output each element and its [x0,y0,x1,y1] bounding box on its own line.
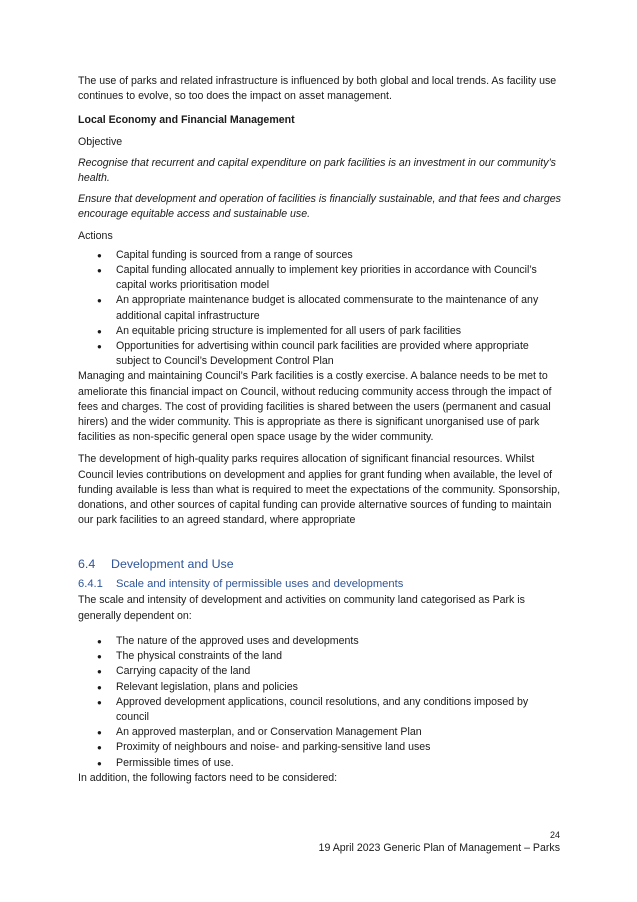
local-economy-heading: Local Economy and Financial Management [78,114,295,127]
list-item: ● Opportunities for advertising within council park facilities are provided where appropriate subject to Council’s Development Control Plan [78,339,562,369]
footer-text: 19 April 2023 Generic Plan of Management – Parks [318,842,560,854]
objective-text: Recognise that recurrent and capital expenditure on park facilities is an investment in our community’s health. [78,156,556,185]
list-item: ● Capital funding allocated annually to implement key priorities in accordance with Council’s capital works prioritisation model [78,263,562,293]
list-item: ● Carrying capacity of the land [78,664,562,679]
factors-list [78,634,562,771]
section-title: Development and Use [111,557,234,572]
subsection-heading [78,577,562,592]
subsection-number: 6.4.1 [78,578,103,591]
section-lead-paragraph: The scale and intensity of development and activities on community land categorised as Park is generally dependent on: [78,594,525,622]
body-paragraph: Managing and maintaining Council’s Park facilities is a costly exercise. A balance needs to be met to ameliorate this financial impact on Council, without reducing community access through the impact of fees and charges. The cost of providing facilities is shared between the users (permanent and casual hirers) and the wider community. This is appropriate as there is significant unorganised use of park facilities as non-specific general open space usage by the wider community. [78,370,552,444]
document-page [78,74,562,786]
page-footer [319,829,560,855]
section-heading [78,556,562,572]
list-item: ● Proximity of neighbours and noise- and parking-sensitive land uses [78,740,562,755]
list-item: ● An equitable pricing structure is implemented for all users of park facilities [78,324,562,339]
list-item: ● An appropriate maintenance budget is allocated commensurate to the maintenance of any additional capital infrastructure [78,293,562,323]
intro-paragraph: The use of parks and related infrastructure is influenced by both global and local trends. As facility use continues to evolve, so too does the impact on asset management. [78,75,557,103]
section-number: 6.4 [78,557,96,572]
list-item: ● Capital funding is sourced from a range of sources [78,248,562,263]
list-item: ● The physical constraints of the land [78,649,562,664]
closing-paragraph: In addition, the following factors need to be considered: [78,771,338,784]
objective-text: Ensure that development and operation of facilities is financially sustainable, and that fees and charges encourage equitable access and sustainable use. [78,193,561,221]
actions-label: Actions [78,229,113,242]
list-item: ● An approved masterplan, and or Conservation Management Plan [78,725,562,740]
body-paragraph: The development of high-quality parks requires allocation of significant financial resources. Whilst Council levies contributions on development and applies for grant funding when available, the level of funding available is less than what is required to meet the expectations of the community. Sponsorship, donations, and other sources of capital funding can provide alternative sources of funding to maintain our park facilities to an agreed standard, where appropriate [78,453,561,527]
actions-list [78,248,562,370]
list-item: ● Relevant legislation, plans and policies [78,680,562,695]
list-item: ● Approved development applications, council resolutions, and any conditions imposed by council [78,695,562,725]
page-number: 24 [549,830,560,840]
list-item: ● The nature of the approved uses and developments [78,634,562,649]
list-item: ● Permissible times of use. [78,756,562,771]
objective-label: Objective [78,135,123,148]
subsection-title: Scale and intensity of permissible uses and developments [116,578,404,591]
